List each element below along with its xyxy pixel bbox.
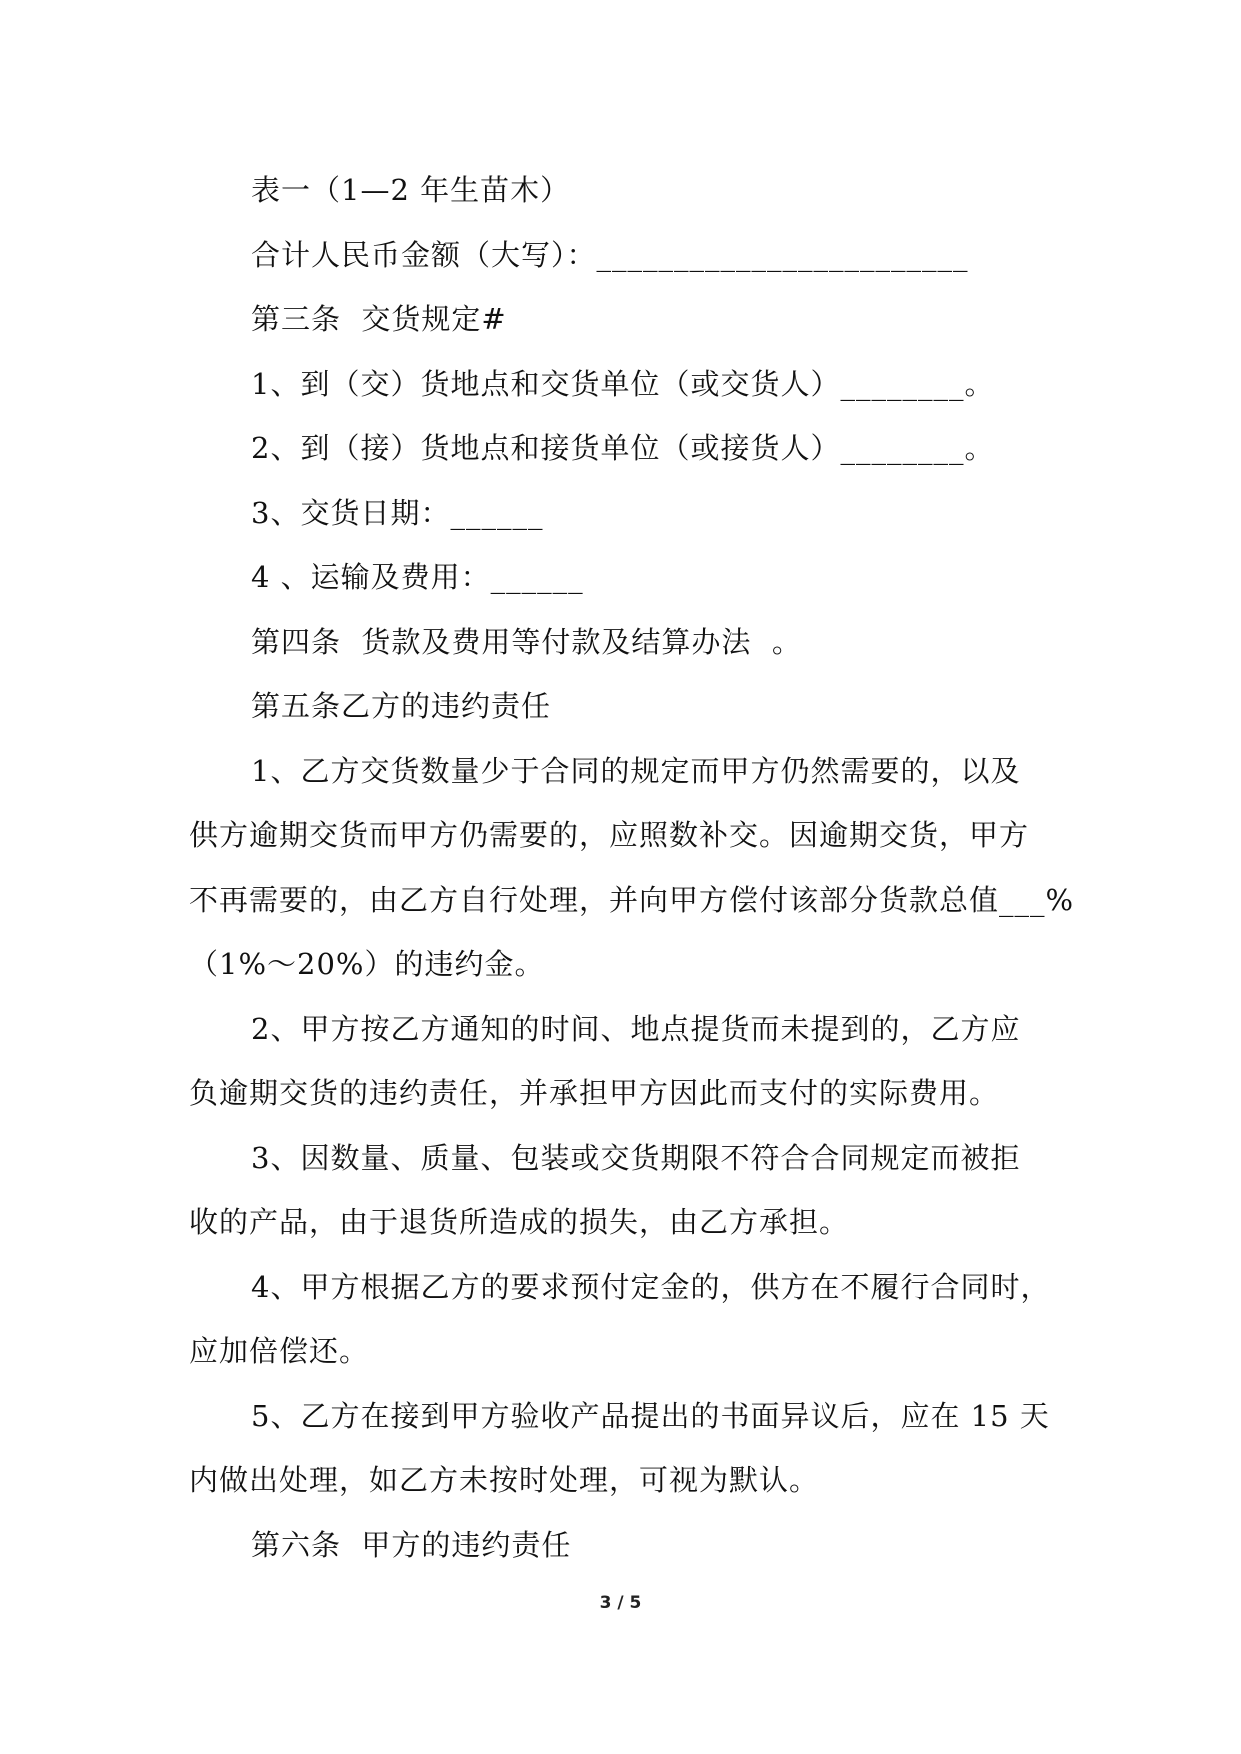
paragraph-line: 4、甲方根据乙方的要求预付定金的，供方在不履行合同时，: [251, 1269, 1051, 1304]
transport-cost-line: 4 、运输及费用：______: [251, 560, 584, 594]
paragraph-line: （1%～20%）的违约金。: [189, 947, 545, 981]
document-body: [189, 158, 1075, 1577]
paragraph-line: 5、乙方在接到甲方验收产品提出的书面异议后，应在 15 天: [251, 1398, 1050, 1433]
delivery-location-line: 1、到（交）货地点和交货单位（或交货人）________。: [251, 366, 995, 401]
paragraph-line: 应加倍偿还。: [189, 1334, 370, 1368]
paragraph-line: 不再需要的，由乙方自行处理，并向甲方偿付该部分货款总值___%: [189, 882, 1075, 917]
delivery-date-line: 3、交货日期：______: [251, 495, 544, 530]
receiving-location-line: 2、到（接）货地点和接货单位（或接货人）________。: [251, 431, 995, 465]
article-5-heading: 第五条乙方的违约责任: [251, 689, 552, 723]
article-4-heading: 第四条 货款及费用等付款及结算办法 。: [251, 624, 802, 659]
paragraph-line: 1、乙方交货数量少于合同的规定而甲方仍然需要的，以及: [251, 753, 1021, 788]
paragraph-line: 供方逾期交货而甲方仍需要的，应照数补交。因逾期交货，甲方: [189, 818, 1030, 852]
paragraph-line: 内做出处理，如乙方未按时处理，可视为默认。: [189, 1463, 820, 1497]
article-6-heading: 第六条 甲方的违约责任: [251, 1527, 572, 1562]
total-amount-line: 合计人民币金额（大写）：________________________: [251, 237, 969, 272]
article-3-heading: 第三条 交货规定#: [251, 302, 507, 336]
page-number: 3 / 5: [599, 1593, 642, 1613]
table-caption: 表一（1—2 年生苗木）: [251, 173, 571, 207]
paragraph-line: 3、因数量、质量、包装或交货期限不符合合同规定而被拒: [251, 1140, 1021, 1175]
paragraph-line: 收的产品，由于退货所造成的损失，由乙方承担。: [189, 1205, 850, 1239]
paragraph-line: 2、甲方按乙方通知的时间、地点提货而未提到的，乙方应: [251, 1011, 1021, 1046]
paragraph-line: 负逾期交货的违约责任，并承担甲方因此而支付的实际费用。: [189, 1076, 1000, 1110]
